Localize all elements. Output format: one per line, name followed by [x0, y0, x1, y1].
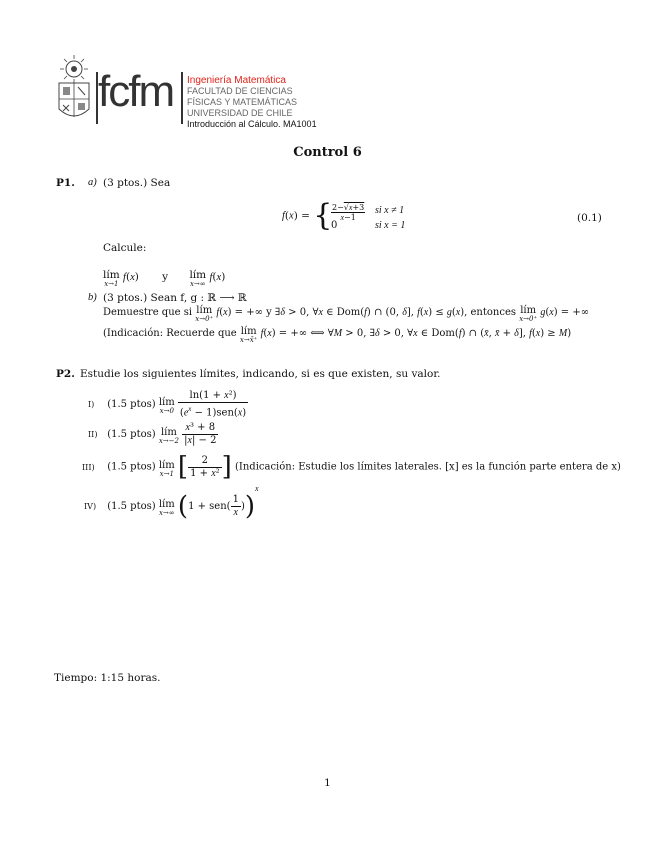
hint-3: (Indicación: Estudie los límites laterales. [x] es la función parte entera de x): [235, 461, 621, 473]
hypothesis-formula: lím x→0⁺ f(x) = +∞ y ∃δ > 0, ∀x ∈ Dom(f) ∩ (0, δ], f(x) ≤ g(x),: [195, 305, 471, 323]
university-name: UNIVERSIDAD DE CHILE: [187, 108, 293, 118]
item-points: (1.5 ptos): [107, 399, 156, 411]
item-number: IV): [84, 502, 97, 511]
equation-number: (0.1): [577, 212, 602, 224]
item-points: (1.5 ptos): [107, 501, 156, 512]
p1-b-label: b): [88, 292, 97, 303]
p2-item-3: III) (1.5 ptos) lím x→1 [ $\frac{2}{\text{1 + x²}}$ ] (Indicación: Estudie los límites laterales. [x] es la función parte entera de x): [82, 452, 621, 482]
indicacion-text: (Indicación: Recuerde que: [103, 328, 237, 339]
limits-to-calculate: lím x→1 f(x) y lím x→∞ f(x): [103, 269, 226, 288]
page-title: Control 6: [293, 145, 362, 160]
course-name: Introducción al Cálculo. MA1001: [187, 119, 317, 129]
case2-condition: si x = 1: [375, 220, 406, 231]
conclusion-formula: lím x→0⁺ g(x) = +∞: [519, 305, 590, 323]
entonces-text: entonces: [470, 307, 517, 318]
logo-divider-right: [181, 72, 183, 124]
item-number: III): [82, 462, 95, 472]
demuestre-text: Demuestre que si: [103, 307, 193, 318]
p1-a-label: a): [88, 177, 97, 188]
item-points: (1.5 ptos): [107, 429, 156, 440]
university-seal: [55, 55, 93, 125]
p2-label: P2.: [56, 368, 75, 380]
item-number: II): [88, 430, 98, 439]
p2-intro: Estudie los siguientes límites, indicando, si es que existen, su valor.: [80, 368, 441, 380]
p2-item-1: I) (1.5 ptos) lím x→0 $\frac{\text{ln(1 + x²)}}{(e^x - 1)sen(x)}$: [88, 390, 247, 419]
item-number: I): [88, 400, 95, 410]
p1-b-points: (3 ptos.) Sean f, g : ℝ ⟶ ℝ: [103, 292, 247, 304]
faculty-line-2: FÍSICAS Y MATEMÁTICAS: [187, 97, 298, 107]
and-text: y: [162, 271, 169, 283]
item-points: (1.5 ptos): [107, 461, 156, 473]
fcfm-logo: fcfm: [98, 67, 174, 116]
limit-definition-formula: lím x→x̄⁺ f(x) = +∞ ⟺ ∀M > 0, ∃δ > 0, ∀x ∈ Dom(f) ∩ (x̄, x̄ + δ], f(x) ≥ M): [239, 326, 572, 344]
p1-label: P1.: [56, 177, 75, 189]
case1-fraction: $\frac{2-√x+3}{x-1}$: [332, 203, 365, 222]
calcule-text: Calcule:: [103, 242, 147, 254]
p2-item-2: II) (1.5 ptos) lím x→−2 $\frac{\text{x³ + 8}}{|x| - 2}$: [88, 422, 217, 446]
page-number: 1: [324, 777, 331, 789]
case1-condition: si x ≠ 1: [375, 205, 405, 216]
faculty-line-1: FACULTAD DE CIENCIAS: [187, 86, 293, 96]
p1-a-points: (3 ptos.) Sea: [103, 177, 171, 189]
exam-duration: Tiempo: 1:15 horas.: [54, 672, 161, 684]
department-name: Ingeniería Matemática: [187, 75, 286, 86]
p2-item-4: IV) (1.5 ptos) lím x→∞ (1 + sen( $\frac{1}{x}$ ))$^x$: [84, 484, 259, 522]
case2-value: 0: [331, 220, 338, 231]
piecewise-function: f(x) = {: [282, 198, 333, 233]
